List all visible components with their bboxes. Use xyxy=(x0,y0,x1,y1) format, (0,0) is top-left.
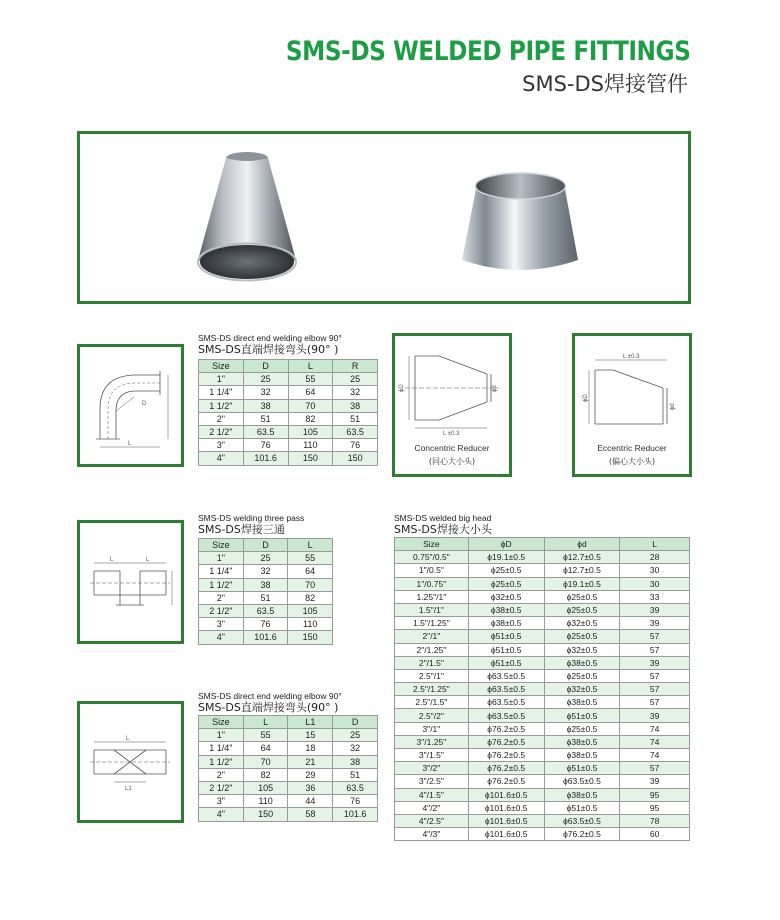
tee-diagram-frame xyxy=(77,520,184,644)
table-row xyxy=(199,552,333,565)
cross-drawing xyxy=(80,704,181,820)
table-cell: 3" xyxy=(199,795,244,808)
table-cell: 3" xyxy=(199,439,244,452)
table-cell: 25 xyxy=(333,373,378,386)
table-cell: ϕ101.6±0.5 xyxy=(468,828,544,841)
eccentric-label-en: Eccentric Reducer xyxy=(597,443,667,453)
cross-diagram-frame xyxy=(77,701,184,823)
table-cell: 3"/1" xyxy=(395,722,469,735)
dim-large-d-label: ϕD xyxy=(583,394,589,402)
table-cell: 25 xyxy=(243,373,288,386)
table-cell: 74 xyxy=(620,735,690,748)
header-cell: Size xyxy=(199,716,244,729)
table-cell: 32 xyxy=(333,386,378,399)
table-cell: 38 xyxy=(333,399,378,412)
table-cell: 28 xyxy=(620,551,690,564)
table-row xyxy=(199,631,333,644)
table-cell: 51 xyxy=(243,591,288,604)
elbow-caption-cn: SMS-DS直端焊接弯头(90° ) xyxy=(198,342,339,356)
table-cell: 63.5 xyxy=(333,781,378,794)
table-cell: 1" xyxy=(199,373,244,386)
header-cell: L1 xyxy=(288,716,333,729)
table-cell: ϕ63.5±0.5 xyxy=(544,775,620,788)
table-cell: ϕ51±0.5 xyxy=(468,630,544,643)
table-cell: 2.5"/1.5" xyxy=(395,696,469,709)
header-cell: R xyxy=(333,360,378,373)
table-cell: 2 1/2" xyxy=(199,604,244,617)
table-row xyxy=(199,768,378,781)
table-row xyxy=(395,590,690,603)
table-cell: 3"/1.5" xyxy=(395,749,469,762)
dim-l-label: L xyxy=(128,441,132,447)
table-cell: 1 1/4" xyxy=(199,386,244,399)
eccentric-reducer-label xyxy=(575,443,689,467)
table-cell: ϕ101.6±0.5 xyxy=(468,788,544,801)
table-cell: ϕ51±0.5 xyxy=(544,762,620,775)
table-cell: 82 xyxy=(288,591,333,604)
table-cell: 63.5 xyxy=(243,425,288,438)
table-header-row xyxy=(199,539,333,552)
table-cell: ϕ38±0.5 xyxy=(544,735,620,748)
header-cell: L xyxy=(243,716,288,729)
table-cell: 2" xyxy=(199,412,244,425)
table-cell: 4" xyxy=(199,631,244,644)
table-cell: ϕ32±0.5 xyxy=(544,643,620,656)
large-end-opening xyxy=(200,245,294,279)
table-header-row xyxy=(395,538,690,551)
table-cell: 2.5"/1" xyxy=(395,669,469,682)
table-cell: 55 xyxy=(288,552,333,565)
cross-caption xyxy=(198,692,342,713)
table-cell: 76 xyxy=(333,795,378,808)
header-cell: ϕd xyxy=(544,538,620,551)
table-cell: 1"/0.5" xyxy=(395,564,469,577)
table-cell: 21 xyxy=(288,755,333,768)
elbow-drawing xyxy=(80,347,181,464)
table-cell: ϕ76.2±0.5 xyxy=(468,749,544,762)
table-cell: 76 xyxy=(333,439,378,452)
table-cell: 70 xyxy=(288,399,333,412)
header-cell: L xyxy=(620,538,690,551)
table-row xyxy=(395,683,690,696)
table-row xyxy=(395,656,690,669)
table-row xyxy=(395,630,690,643)
header-cell: D xyxy=(243,360,288,373)
table-header-row xyxy=(199,716,378,729)
table-cell: 4"/1.5" xyxy=(395,788,469,801)
table-cell: 63.5 xyxy=(243,604,288,617)
cross-caption-en: SMS-DS direct end welding elbow 90° xyxy=(198,691,342,701)
table-cell: 101.6 xyxy=(243,631,288,644)
table-cell: ϕ51±0.5 xyxy=(544,709,620,722)
table-row xyxy=(199,452,378,465)
table-cell: 55 xyxy=(243,729,288,742)
concentric-label-cn: (同心大小头) xyxy=(428,457,476,466)
elbow-caption-en: SMS-DS direct end welding elbow 90° xyxy=(198,333,342,343)
dim-large-d-label: ϕD xyxy=(399,384,405,392)
table-row xyxy=(395,643,690,656)
table-cell: 25 xyxy=(243,552,288,565)
table-cell: 1"/0.75" xyxy=(395,577,469,590)
table-cell: 51 xyxy=(333,768,378,781)
table-row xyxy=(199,386,378,399)
reducer-caption-en: SMS-DS welded big head xyxy=(394,513,492,523)
table-cell: 32 xyxy=(243,386,288,399)
dim-l-label: L xyxy=(110,557,114,563)
table-cell: 1.25"/1" xyxy=(395,590,469,603)
table-cell: ϕ63.5±0.5 xyxy=(468,696,544,709)
tee-caption-en: SMS-DS welding three pass xyxy=(198,513,305,523)
table-cell: 38 xyxy=(333,755,378,768)
page-title: SMS-DS WELDED PIPE FITTINGS xyxy=(285,36,690,67)
table-cell: ϕ38±0.5 xyxy=(468,617,544,630)
tee-drawing xyxy=(80,523,181,641)
table-cell: 1" xyxy=(199,729,244,742)
reducer-caption-cn: SMS-DS焊接大小头 xyxy=(394,522,492,536)
table-cell: ϕ63.5±0.5 xyxy=(468,669,544,682)
table-cell: ϕ38±0.5 xyxy=(544,696,620,709)
table-cell: 101.6 xyxy=(333,808,378,821)
table-cell: 4"/2" xyxy=(395,801,469,814)
table-cell: 15 xyxy=(288,729,333,742)
table-cell: 64 xyxy=(288,565,333,578)
table-cell: ϕ25±0.5 xyxy=(468,564,544,577)
table-cell: 82 xyxy=(288,412,333,425)
table-row xyxy=(199,373,378,386)
table-cell: 39 xyxy=(620,656,690,669)
table-cell: ϕ76.2±0.5 xyxy=(468,762,544,775)
page-subtitle-cn: SMS-DS焊接管件 xyxy=(522,72,688,96)
table-cell: 1 1/4" xyxy=(199,742,244,755)
dim-l-label: L xyxy=(126,736,130,742)
table-row xyxy=(395,617,690,630)
table-cell: 38 xyxy=(243,399,288,412)
table-cell: 44 xyxy=(288,795,333,808)
table-cell: 2"/1.5" xyxy=(395,656,469,669)
cross-caption-cn: SMS-DS直端焊接弯头(90° ) xyxy=(198,700,339,714)
table-cell: 30 xyxy=(620,577,690,590)
dim-length-label: L ±0.3 xyxy=(443,431,460,437)
table-cell: 2" xyxy=(199,591,244,604)
table-row xyxy=(395,735,690,748)
elbow-spec-table xyxy=(198,359,378,466)
table-cell: ϕ101.6±0.5 xyxy=(468,814,544,827)
table-cell: 82 xyxy=(243,768,288,781)
table-cell: 32 xyxy=(243,565,288,578)
table-cell: 32 xyxy=(333,742,378,755)
table-cell: ϕ76.2±0.5 xyxy=(468,722,544,735)
table-cell: 95 xyxy=(620,801,690,814)
table-row xyxy=(199,618,333,631)
eccentric-reducer-frame xyxy=(572,333,692,477)
table-cell: ϕ25±0.5 xyxy=(468,577,544,590)
table-cell: 57 xyxy=(620,630,690,643)
table-cell: 51 xyxy=(243,412,288,425)
table-cell: 2.5"/2" xyxy=(395,709,469,722)
table-row xyxy=(395,709,690,722)
table-cell: 2" xyxy=(199,768,244,781)
table-cell: ϕ51±0.5 xyxy=(468,656,544,669)
header-cell: D xyxy=(243,539,288,552)
table-row xyxy=(199,578,333,591)
table-cell: 2.5"/1.25" xyxy=(395,683,469,696)
table-cell: 4"/2.5" xyxy=(395,814,469,827)
table-cell: 110 xyxy=(288,439,333,452)
table-cell: ϕ76.2±0.5 xyxy=(468,775,544,788)
tee-spec-table xyxy=(198,538,333,645)
dim-l1-label: L1 xyxy=(125,786,132,792)
table-cell: 105 xyxy=(288,604,333,617)
product-photo-frame xyxy=(77,131,691,304)
table-cell: 63.5 xyxy=(333,425,378,438)
table-row xyxy=(199,742,378,755)
table-row xyxy=(199,755,378,768)
table-cell: 1" xyxy=(199,552,244,565)
table-row xyxy=(199,591,333,604)
table-cell: 51 xyxy=(333,412,378,425)
table-cell: ϕ38±0.5 xyxy=(544,749,620,762)
table-row xyxy=(199,781,378,794)
table-cell: 2 1/2" xyxy=(199,425,244,438)
table-row xyxy=(395,788,690,801)
table-cell: ϕ12.7±0.5 xyxy=(544,551,620,564)
table-cell: 57 xyxy=(620,669,690,682)
table-cell: 76 xyxy=(243,618,288,631)
table-header-row xyxy=(199,360,378,373)
table-cell: 150 xyxy=(288,452,333,465)
table-cell: 39 xyxy=(620,603,690,616)
table-row xyxy=(199,399,378,412)
table-row xyxy=(199,808,378,821)
table-cell: 36 xyxy=(288,781,333,794)
table-cell: 0.75"/0.5" xyxy=(395,551,469,564)
header-cell: Size xyxy=(199,539,244,552)
header-cell: ϕD xyxy=(468,538,544,551)
table-row xyxy=(199,425,378,438)
table-cell: 78 xyxy=(620,814,690,827)
table-cell: ϕ32±0.5 xyxy=(468,590,544,603)
table-row xyxy=(199,565,333,578)
table-cell: ϕ19.1±0.5 xyxy=(544,577,620,590)
tee-caption xyxy=(198,514,304,535)
concentric-label-en: Concentric Reducer xyxy=(414,443,490,453)
table-cell: 1 1/2" xyxy=(199,755,244,768)
table-row xyxy=(199,604,333,617)
table-row xyxy=(395,722,690,735)
table-cell: 39 xyxy=(620,775,690,788)
table-row xyxy=(199,412,378,425)
dim-l-label-2: L xyxy=(146,557,150,563)
table-cell: 58 xyxy=(288,808,333,821)
table-row xyxy=(395,828,690,841)
table-cell: 1 1/2" xyxy=(199,399,244,412)
table-cell: ϕ25±0.5 xyxy=(544,630,620,643)
table-cell: ϕ25±0.5 xyxy=(544,669,620,682)
concentric-reducer-label xyxy=(395,443,509,467)
table-cell: 110 xyxy=(288,618,333,631)
table-cell: 105 xyxy=(243,781,288,794)
table-cell: 110 xyxy=(243,795,288,808)
header-cell: Size xyxy=(395,538,469,551)
table-cell: 2 1/2" xyxy=(199,781,244,794)
table-cell: ϕ76.2±0.5 xyxy=(544,828,620,841)
dim-d-label: D xyxy=(142,401,147,407)
table-cell: ϕ32±0.5 xyxy=(544,683,620,696)
table-row xyxy=(395,814,690,827)
table-cell: 3" xyxy=(199,618,244,631)
table-cell: 60 xyxy=(620,828,690,841)
table-cell: 95 xyxy=(620,788,690,801)
table-cell: ϕ101.6±0.5 xyxy=(468,801,544,814)
table-cell: 1 1/4" xyxy=(199,565,244,578)
table-cell: 3"/2.5" xyxy=(395,775,469,788)
table-cell: ϕ38±0.5 xyxy=(544,788,620,801)
table-row xyxy=(395,603,690,616)
table-row xyxy=(395,564,690,577)
table-cell: ϕ25±0.5 xyxy=(544,590,620,603)
table-cell: 55 xyxy=(288,373,333,386)
table-cell: ϕ38±0.5 xyxy=(544,656,620,669)
header-cell: Size xyxy=(199,360,244,373)
elbow-diagram-frame xyxy=(77,344,184,467)
header-cell: L xyxy=(288,539,333,552)
table-cell: 2"/1.25" xyxy=(395,643,469,656)
table-row xyxy=(395,696,690,709)
table-cell: 30 xyxy=(620,564,690,577)
table-cell: 150 xyxy=(288,631,333,644)
table-cell: 38 xyxy=(243,578,288,591)
table-cell: ϕ51±0.5 xyxy=(468,643,544,656)
table-cell: 57 xyxy=(620,762,690,775)
table-cell: 57 xyxy=(620,696,690,709)
table-cell: 39 xyxy=(620,709,690,722)
table-row xyxy=(395,749,690,762)
table-cell: 105 xyxy=(288,425,333,438)
table-cell: ϕ25±0.5 xyxy=(544,603,620,616)
table-cell: ϕ63.5±0.5 xyxy=(468,683,544,696)
table-cell: 150 xyxy=(243,808,288,821)
table-cell: 29 xyxy=(288,768,333,781)
table-row xyxy=(395,669,690,682)
table-cell: 1 1/2" xyxy=(199,578,244,591)
dim-small-d-label: ϕd xyxy=(670,403,676,410)
table-cell: ϕ76.2±0.5 xyxy=(468,735,544,748)
table-row xyxy=(395,801,690,814)
table-row xyxy=(199,795,378,808)
table-row xyxy=(395,775,690,788)
concentric-reducer-frame xyxy=(392,333,512,477)
table-cell: 70 xyxy=(288,578,333,591)
table-cell: 70 xyxy=(243,755,288,768)
table-cell: 33 xyxy=(620,590,690,603)
table-row xyxy=(199,729,378,742)
table-row xyxy=(395,551,690,564)
table-cell: ϕ38±0.5 xyxy=(468,603,544,616)
table-cell: 39 xyxy=(620,617,690,630)
table-cell: ϕ25±0.5 xyxy=(544,722,620,735)
table-row xyxy=(395,577,690,590)
tee-caption-cn: SMS-DS焊接三通 xyxy=(198,522,285,536)
table-cell: 57 xyxy=(620,643,690,656)
header-cell: D xyxy=(333,716,378,729)
table-cell: 4" xyxy=(199,452,244,465)
table-cell: 3"/1.25" xyxy=(395,735,469,748)
table-cell: ϕ32±0.5 xyxy=(544,617,620,630)
table-cell: 74 xyxy=(620,749,690,762)
dim-small-d-label: ϕd xyxy=(492,385,498,392)
table-cell: ϕ12.7±0.5 xyxy=(544,564,620,577)
table-cell: 4"/3" xyxy=(395,828,469,841)
table-cell: 4" xyxy=(199,808,244,821)
table-cell: 25 xyxy=(333,729,378,742)
dim-length-label: L ±0.3 xyxy=(623,354,640,360)
cross-spec-table xyxy=(198,715,378,822)
table-cell: ϕ51±0.5 xyxy=(544,801,620,814)
table-cell: 3"/2" xyxy=(395,762,469,775)
table-cell: ϕ63.5±0.5 xyxy=(468,709,544,722)
table-cell: 1.5"/1" xyxy=(395,603,469,616)
table-cell: 1.5"/1.25" xyxy=(395,617,469,630)
table-cell: 76 xyxy=(243,439,288,452)
elbow-caption xyxy=(198,334,342,355)
table-cell: 101.6 xyxy=(243,452,288,465)
table-cell: 18 xyxy=(288,742,333,755)
reducer-spec-table xyxy=(394,537,690,841)
table-cell: ϕ19.1±0.5 xyxy=(468,551,544,564)
reducer-caption xyxy=(394,514,492,535)
table-cell: 74 xyxy=(620,722,690,735)
table-cell: 150 xyxy=(333,452,378,465)
table-cell: 2"/1" xyxy=(395,630,469,643)
table-cell: 64 xyxy=(243,742,288,755)
table-row xyxy=(395,762,690,775)
table-cell: 64 xyxy=(288,386,333,399)
header-cell: L xyxy=(288,360,333,373)
reducer-photos xyxy=(80,134,688,301)
table-row xyxy=(199,439,378,452)
table-cell: ϕ63.5±0.5 xyxy=(544,814,620,827)
table-cell: 57 xyxy=(620,683,690,696)
cone-body-2 xyxy=(462,189,578,270)
eccentric-label-cn: (偏心大小头) xyxy=(608,457,656,466)
